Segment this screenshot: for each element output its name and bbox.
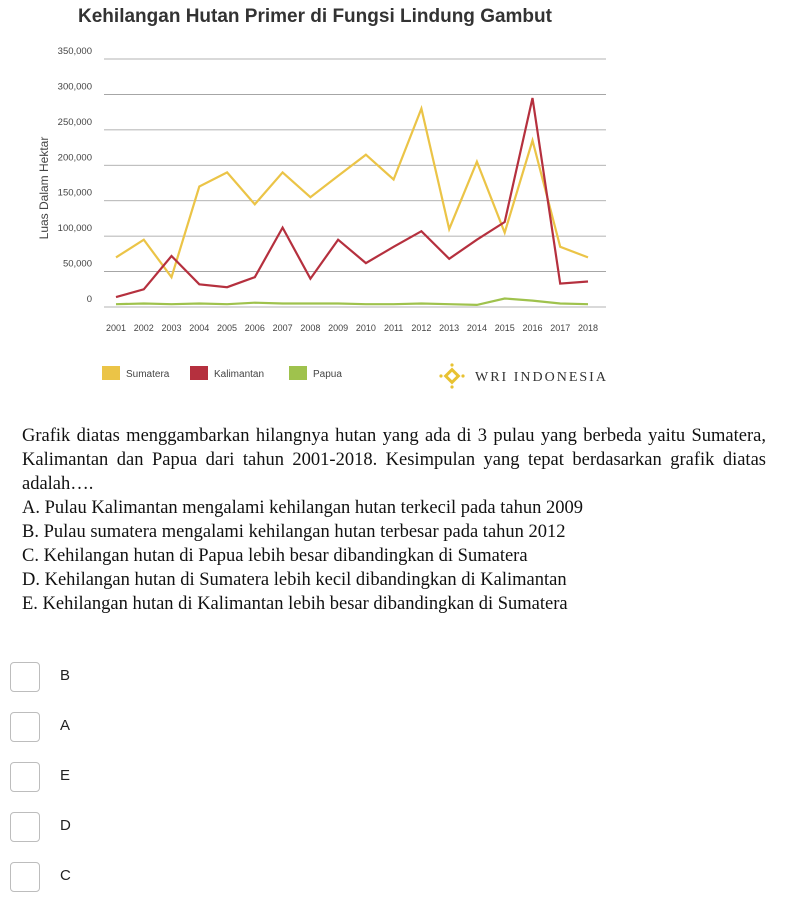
option-b: B. Pulau sumatera mengalami kehilangan hutan terbesar pada tahun 2012 <box>22 522 566 542</box>
checkbox[interactable] <box>10 662 40 692</box>
legend-label-sumatera: Sumatera <box>126 369 170 380</box>
x-tick-label: 2006 <box>244 323 265 333</box>
option-d: D. Kehilangan hutan di Sumatera lebih kecil dibandingkan di Kalimantan <box>22 570 567 590</box>
forest-loss-chart <box>0 0 792 400</box>
x-tick-label: 2002 <box>133 323 154 333</box>
answer-choice-a[interactable] <box>10 712 210 742</box>
option-c: C. Kehilangan hutan di Papua lebih besar dibandingkan di Sumatera <box>22 546 528 566</box>
answer-choice-d[interactable] <box>10 812 210 842</box>
x-tick-label: 2004 <box>189 323 210 333</box>
answer-choice-e[interactable] <box>10 762 210 792</box>
x-tick-label: 2009 <box>328 323 349 333</box>
question-block <box>22 424 766 616</box>
x-tick-label: 2018 <box>577 323 599 333</box>
x-tick-label: 2001 <box>105 323 127 333</box>
choice-label: E <box>60 767 71 784</box>
y-tick-label: 100,000 <box>57 223 92 235</box>
legend-swatch-kalimantan <box>190 366 208 380</box>
wri-brand-text: WRI INDONESIA <box>475 370 608 385</box>
legend-swatch-sumatera <box>102 366 120 380</box>
y-tick-label: 0 <box>86 294 92 305</box>
wri-logo-icon <box>439 363 464 388</box>
x-tick-label: 2016 <box>522 323 543 333</box>
series-line-papua <box>116 299 588 305</box>
checkbox[interactable] <box>10 812 40 842</box>
checkbox[interactable] <box>10 712 40 742</box>
y-tick-label: 250,000 <box>57 116 92 128</box>
choice-label: A <box>60 717 71 734</box>
x-tick-label: 2005 <box>217 323 238 333</box>
choice-label: D <box>60 817 71 834</box>
x-tick-label: 2014 <box>466 323 487 333</box>
checkbox[interactable] <box>10 862 40 892</box>
answer-choice-c[interactable] <box>10 862 210 892</box>
legend-swatch-papua <box>289 366 307 380</box>
y-tick-label: 350,000 <box>57 46 92 57</box>
x-tick-label: 2013 <box>439 323 460 333</box>
x-tick-label: 2011 <box>383 323 404 333</box>
x-tick-label: 2007 <box>272 323 293 333</box>
option-a: A. Pulau Kalimantan mengalami kehilangan hutan terkecil pada tahun 2009 <box>22 498 583 518</box>
legend-label-papua: Papua <box>313 369 342 380</box>
choice-label: B <box>60 667 71 684</box>
y-tick-label: 200,000 <box>57 152 92 164</box>
x-tick-label: 2017 <box>550 323 571 333</box>
series-line-kalimantan <box>116 98 588 297</box>
y-tick-label: 150,000 <box>57 187 92 199</box>
x-tick-label: 2003 <box>161 323 182 333</box>
x-tick-label: 2012 <box>411 323 432 333</box>
x-tick-label: 2008 <box>300 323 321 333</box>
option-e: E. Kehilangan hutan di Kalimantan lebih besar dibandingkan di Sumatera <box>22 594 568 614</box>
question-text: Grafik diatas menggambarkan hilangnya hutan yang ada di 3 pulau yang berbeda yaitu Sumatera, Kalimantan dan Papua dari tahun 2001-2018. Kesimpulan yang tepat berdasarkan grafik diatas adalah…. <box>22 426 766 494</box>
legend-label-kalimantan: Kalimantan <box>214 369 265 380</box>
x-tick-label: 2010 <box>355 323 376 333</box>
answer-choice-b[interactable] <box>10 662 210 692</box>
y-tick-label: 50,000 <box>62 258 92 270</box>
checkbox[interactable] <box>10 762 40 792</box>
y-tick-label: 300,000 <box>57 81 92 93</box>
chart-title: Kehilangan Hutan Primer di Fungsi Lindung Gambut <box>78 6 552 27</box>
y-axis-label: Luas Dalam Hektar <box>37 136 51 240</box>
choice-label: C <box>60 867 71 884</box>
x-tick-label: 2015 <box>494 323 515 333</box>
